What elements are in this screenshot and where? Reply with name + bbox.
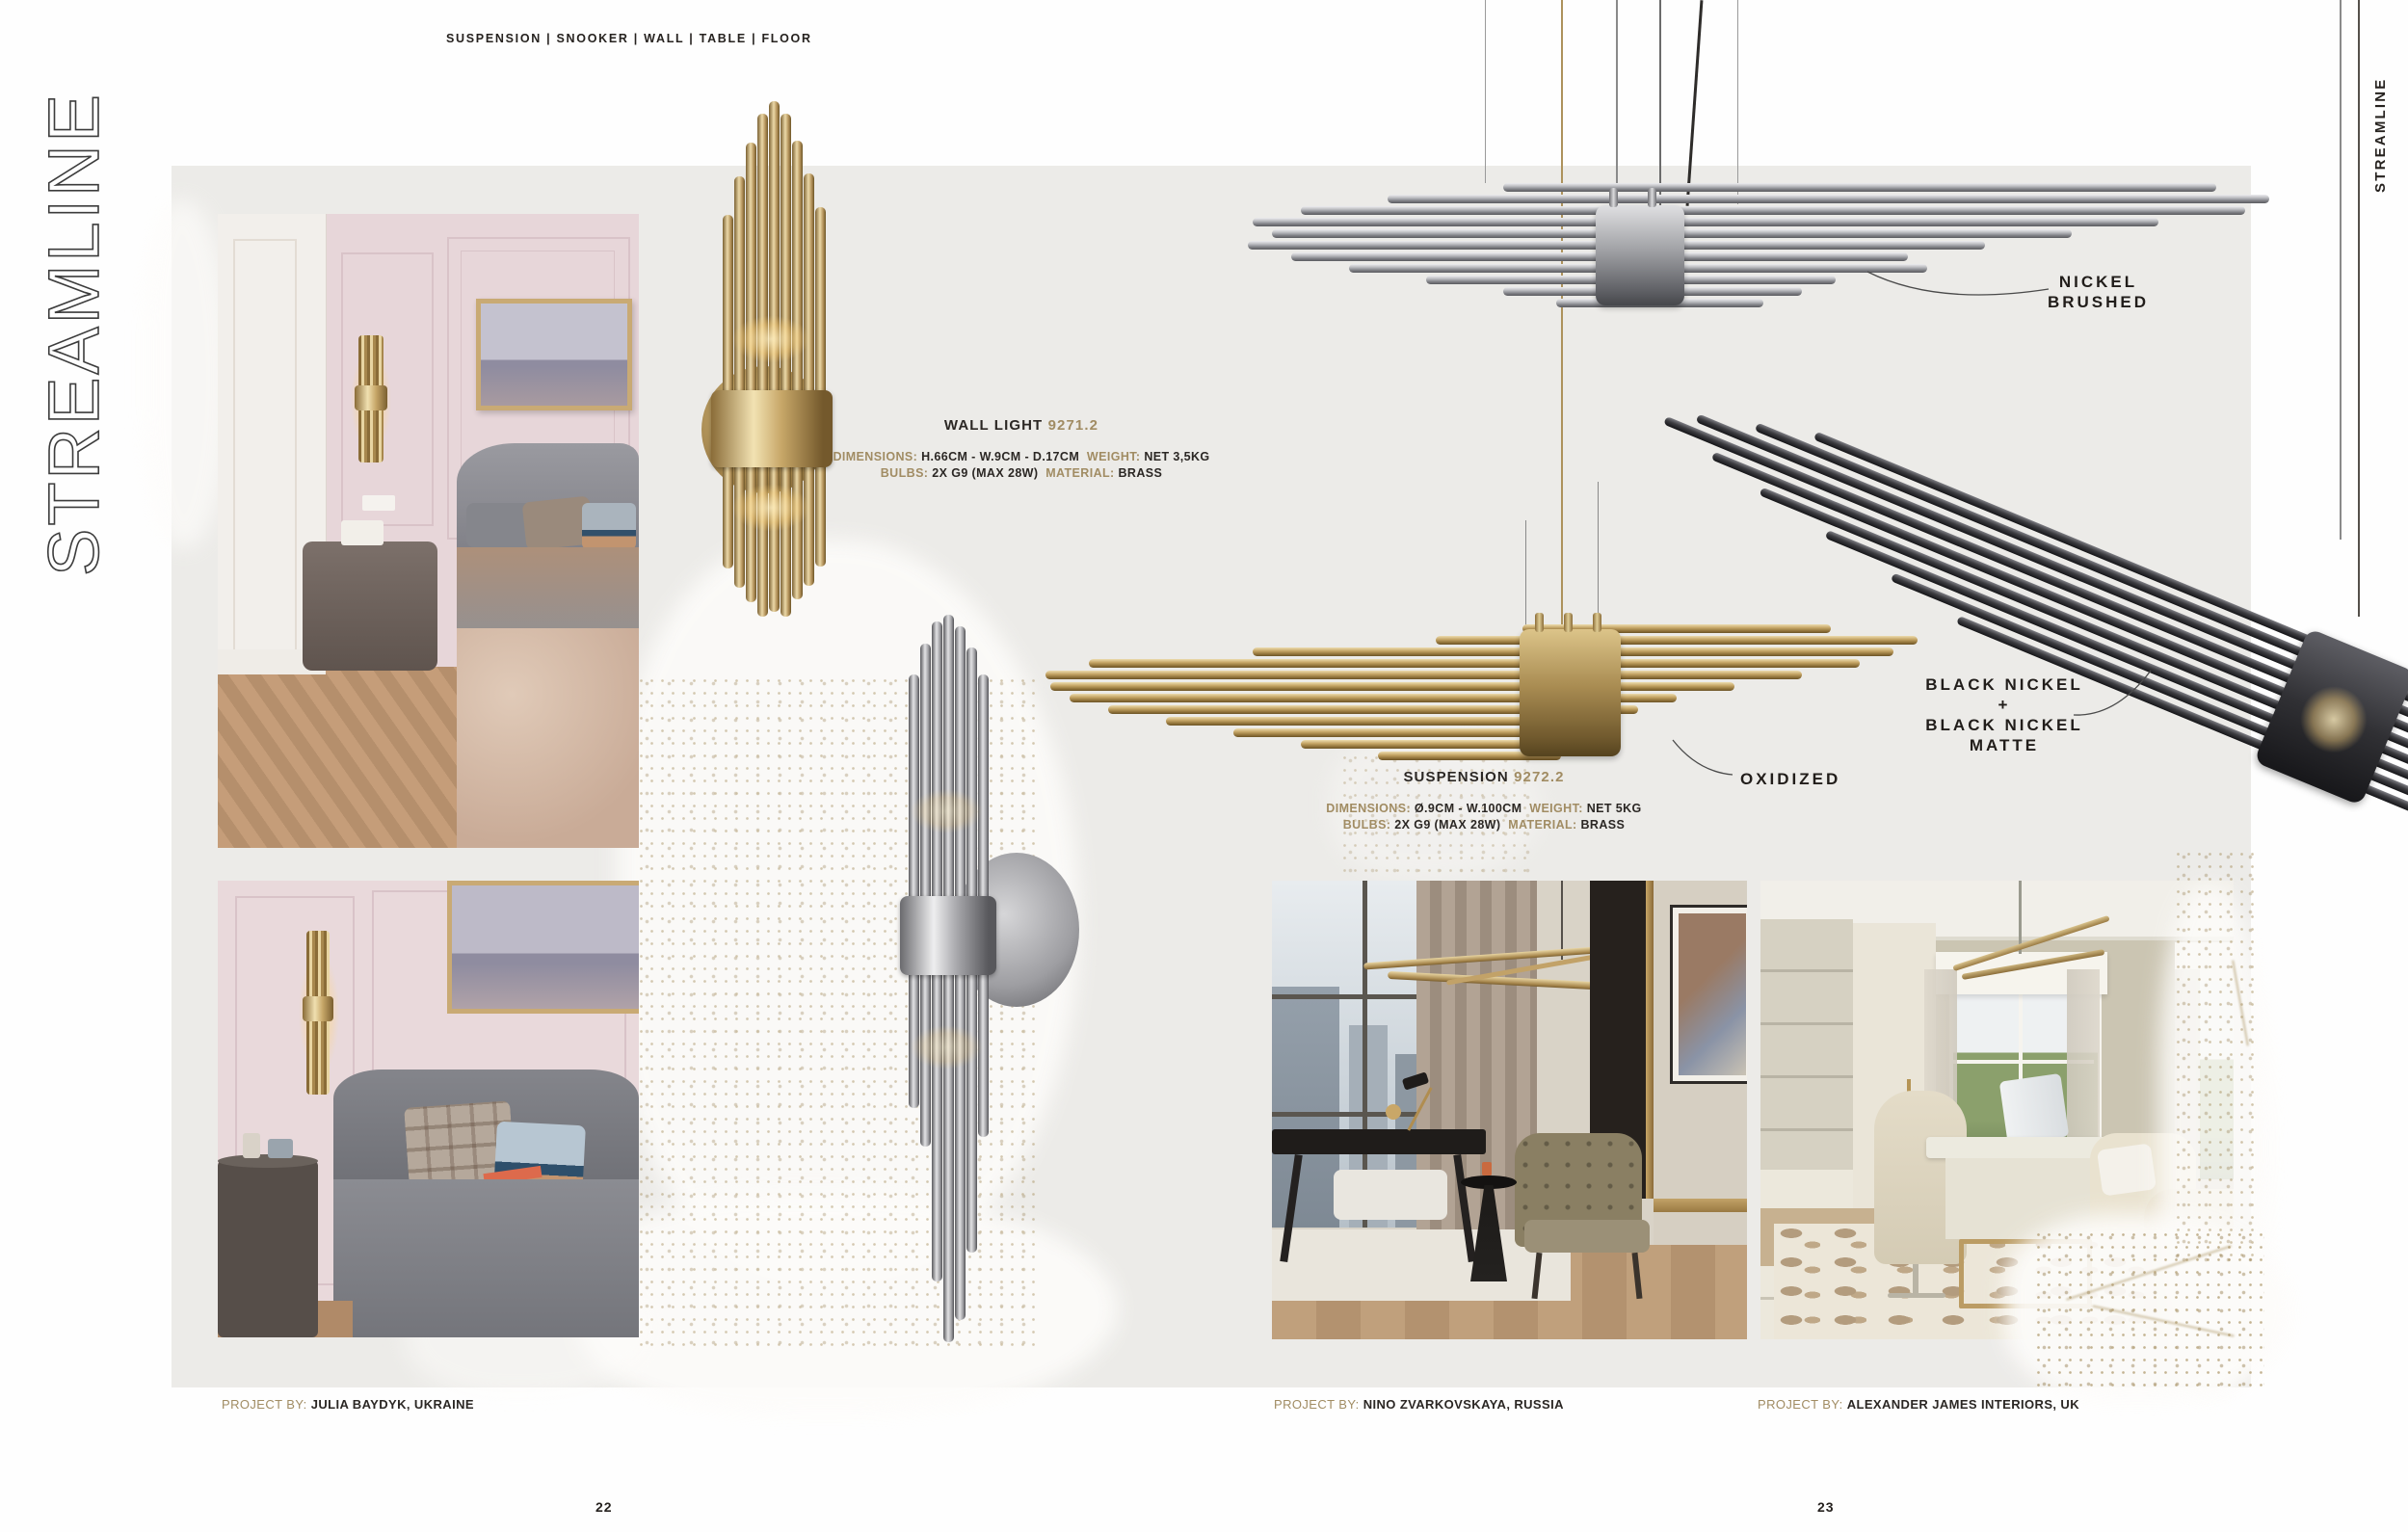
product-spec-line <box>1243 817 1725 833</box>
project-name: NINO ZVARKOVSKAYA, RUSSIA <box>1363 1397 1564 1412</box>
project-by-label: PROJECT BY: <box>1274 1397 1360 1412</box>
bedroom-photo-2 <box>218 881 639 1337</box>
lamp-fitting <box>1535 613 1544 632</box>
photo-chair-base <box>1913 1264 1918 1293</box>
material-label: MATERIAL: <box>1508 818 1577 832</box>
lamp-tube <box>1089 659 1860 668</box>
weight-value: NET 5KG <box>1586 802 1642 815</box>
lamp-tube <box>1253 218 2158 226</box>
product-info-suspension <box>1243 769 1725 833</box>
gold-speckle-texture <box>2173 848 2260 1262</box>
finish-line: + <box>1998 696 2011 714</box>
product-spec-line <box>781 449 1262 465</box>
finish-line: NICKEL <box>2058 273 2138 291</box>
photo-artwork <box>447 881 639 1014</box>
product-info-wall-light <box>781 417 1262 482</box>
lamp-tube <box>1301 206 2245 215</box>
lamp-fitting <box>1648 188 1656 207</box>
photo-building <box>1272 987 1339 1228</box>
page-number-left: 22 <box>595 1499 613 1515</box>
photo-tissue-box <box>341 520 384 545</box>
photo-artwork <box>1673 908 1747 1081</box>
finish-line: MATTE <box>1969 736 2040 754</box>
photo-desk-top <box>1926 1137 2115 1158</box>
photo-lamp-wire <box>1561 881 1563 960</box>
photo-gold-edge <box>1646 881 1654 1199</box>
photo-socket <box>362 495 395 511</box>
lamp-tube <box>1050 682 1734 691</box>
suspension-wire <box>2340 0 2342 540</box>
suspension-wire <box>1598 482 1599 631</box>
lamp-fitting <box>1564 613 1573 632</box>
bulb-glow <box>717 306 825 372</box>
photo-glass <box>1482 1162 1492 1175</box>
product-type: SUSPENSION <box>1403 769 1509 785</box>
weight-label: WEIGHT: <box>1529 802 1583 815</box>
dimensions-label: DIMENSIONS: <box>1326 802 1412 815</box>
collection-title-vertical: STREAMLINE <box>34 92 114 576</box>
finish-line: OXIDIZED <box>1740 770 1841 788</box>
suspension-cable-black <box>2358 0 2360 617</box>
finish-line: BLACK NICKEL <box>1925 716 2083 734</box>
photo-monitor <box>1999 1073 2070 1145</box>
wall-sconce-band <box>303 996 333 1021</box>
photo-decor <box>243 1133 260 1158</box>
product-code: 9272.2 <box>1514 769 1565 785</box>
material-value: BRASS <box>1580 818 1626 832</box>
product-spec-line <box>1243 801 1725 817</box>
bedroom-photo-1 <box>218 214 639 848</box>
photo-gold-trim <box>1654 1199 1747 1212</box>
material-value: BRASS <box>1118 466 1163 480</box>
bulbs-value: 2X G9 (MAX 28W) <box>1394 818 1501 832</box>
finish-label-nickel-brushed <box>2014 272 2183 312</box>
lamp-tube <box>943 615 954 1342</box>
category-breadcrumb: SUSPENSION | SNOOKER | WALL | TABLE | FLOOR <box>446 32 812 45</box>
lamp-drum <box>1596 205 1684 305</box>
office-photo-dark <box>1272 881 1747 1339</box>
photo-desk-top <box>1272 1129 1486 1154</box>
wall-light-nickel <box>904 612 1019 1344</box>
product-spec-line <box>781 465 1262 482</box>
product-type: WALL LIGHT <box>943 417 1044 434</box>
material-label: MATERIAL: <box>1045 466 1115 480</box>
lamp-fitting <box>1609 188 1618 207</box>
weight-value: NET 3,5KG <box>1144 450 1210 463</box>
finish-label-oxidized <box>1740 769 1840 789</box>
lamp-drum <box>1520 629 1621 756</box>
project-by-label: PROJECT BY: <box>222 1397 307 1412</box>
lamp-tube <box>1388 195 2269 203</box>
product-code: 9271.2 <box>1047 417 1099 434</box>
photo-bench <box>1334 1170 1447 1220</box>
photo-decor <box>268 1139 293 1158</box>
suspension-wire <box>1485 0 1486 183</box>
product-title <box>1243 769 1725 785</box>
gold-speckle-texture <box>2033 1228 2264 1387</box>
photo-sofa-seat <box>333 1179 639 1337</box>
finish-line: BRUSHED <box>2047 293 2150 311</box>
wall-sconce-band <box>355 385 387 410</box>
photo-chair-base <box>1888 1293 1945 1298</box>
finish-line: BLACK NICKEL <box>1925 675 2083 694</box>
dimensions-label: DIMENSIONS: <box>833 450 918 463</box>
bulb-glow <box>896 780 996 842</box>
suspension-rod-gold <box>1561 0 1563 626</box>
photo-throw <box>457 628 639 848</box>
product-title <box>781 417 1262 434</box>
bulb-glow <box>896 1017 996 1078</box>
dimensions-value: H.66CM - W.9CM - D.17CM <box>921 450 1080 463</box>
bulbs-label: BULBS: <box>880 466 929 480</box>
photo-artwork <box>476 299 632 410</box>
wall-light-brass <box>715 99 829 624</box>
project-by-label: PROJECT BY: <box>1758 1397 1843 1412</box>
bulbs-label: BULBS: <box>1342 818 1391 832</box>
lamp-tube <box>1045 671 1802 679</box>
photo-desk-decor <box>1386 1104 1401 1120</box>
project-credit-1 <box>222 1397 474 1412</box>
weight-label: WEIGHT: <box>1086 450 1141 463</box>
bulbs-value: 2X G9 (MAX 28W) <box>932 466 1039 480</box>
photo-armchair-seat <box>1524 1220 1650 1253</box>
lamp-fitting <box>1593 613 1601 632</box>
dimensions-value: Ø.9CM - W.100CM <box>1414 802 1522 815</box>
project-credit-2 <box>1274 1397 1564 1412</box>
collection-tab-vertical: STREAMLINE <box>2372 77 2389 193</box>
project-credit-3 <box>1758 1397 2079 1412</box>
photo-side-table <box>218 1160 318 1337</box>
bulb-glow <box>717 475 825 541</box>
finish-label-black-nickel <box>1913 674 2096 755</box>
photo-armchair-pillow <box>2097 1143 2157 1196</box>
photo-pillow <box>582 503 636 549</box>
project-name: JULIA BAYDYK, UKRAINE <box>310 1397 474 1412</box>
photo-nightstand <box>303 541 437 671</box>
project-name: ALEXANDER JAMES INTERIORS, UK <box>1846 1397 2079 1412</box>
suspension-lamp-oxidized <box>1041 615 1927 769</box>
sconce-band <box>900 896 996 975</box>
page-number-right: 23 <box>1817 1499 1835 1515</box>
